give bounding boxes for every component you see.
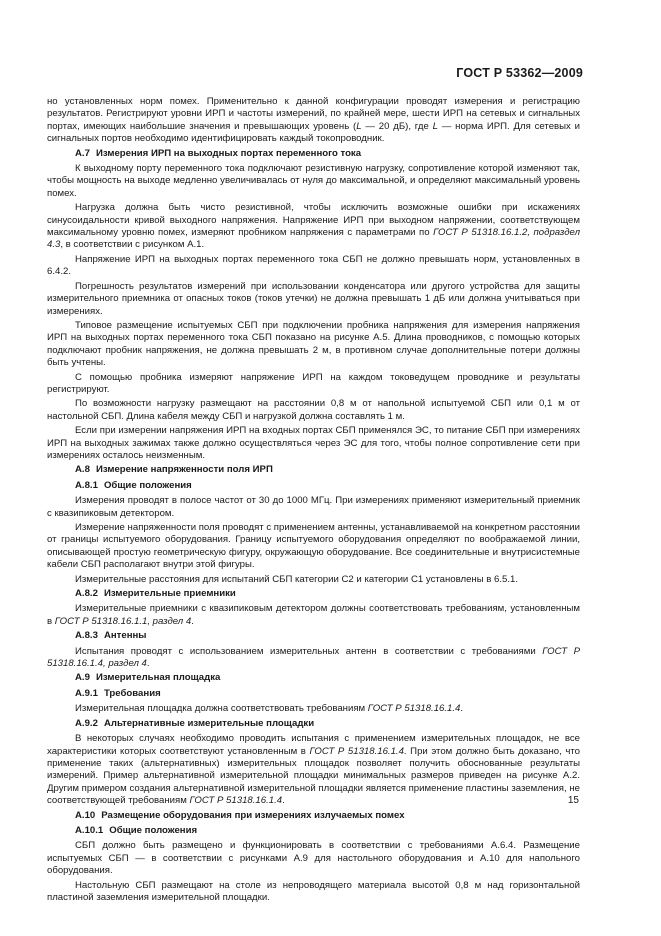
- paragraph-text: Типовое размещение испытуемых СБП при подключении пробника напряжения для измерения напряжения ИРП на выходных портах переменного тока СБП показано на рисунке А.5. Длина проводников, с помощью которых подключают пробник напряжения, не должна превышать 2 м, в противном случае дополнительные потери должны быть учтены.: [47, 319, 580, 369]
- section-number: А.9: [75, 672, 90, 684]
- section-heading: [75, 630, 580, 642]
- paragraph-text: — норма ИРП. Для сетевых и сигнальных портов необходимо идентифицировать каждый токопроводник.: [47, 120, 580, 145]
- section-title: Альтернативные измерительные площадки: [103, 717, 315, 729]
- paragraph-text: Напряжение ИРП на выходных портах переменного тока СБП не должно превышать норм, установленных в 6.4.2.: [47, 253, 580, 278]
- paragraph: [47, 96, 580, 146]
- paragraph: [47, 522, 580, 572]
- paragraph-text: , в соответствии с рисунком А.1.: [60, 239, 205, 251]
- section-title: Измерительная площадка: [95, 672, 221, 684]
- paragraph-text: Измерительные приемники с квазипиковым детектором должны соответствовать требованиям, установленным в: [47, 603, 580, 627]
- paragraph: [47, 603, 580, 628]
- paragraph: [47, 372, 580, 397]
- paragraph: [47, 880, 580, 905]
- page-number: 15: [567, 795, 579, 806]
- paragraph-text: .: [282, 795, 285, 807]
- paragraph: [47, 163, 580, 200]
- section-heading: [75, 480, 580, 492]
- paragraph: [47, 703, 580, 715]
- section-title: Размещение оборудования при измерениях излучаемых помех: [101, 809, 405, 821]
- document-body: [47, 96, 580, 906]
- paragraph-text: Погрешность результатов измерений при использовании конденсатора или другого устройства для защиты измерительного приемника от опасных токов (токов утечки) не должна превышать 1 дБ или должна учитываться при измерениях.: [47, 280, 580, 317]
- reference-text: L: [356, 120, 362, 132]
- reference-text: ГОСТ Р 51318.16.1.1, раздел 4: [54, 615, 192, 627]
- paragraph: [47, 574, 580, 586]
- reference-text: ГОСТ Р 51318.16.1.4: [367, 703, 461, 715]
- paragraph-text: В некоторых случаях необходимо проводить испытания с применением измерительных площадок, не все характеристики которых соответствуют установленным в: [47, 733, 580, 757]
- paragraph-text: СБП должно быть размещено и функционировать в соответствии с требованиями А.6.4. Размещение испытуемых СБП — в соответствии с рисунками А.9 для настольного оборудования и А.10 для напольного оборудования.: [47, 840, 580, 877]
- paragraph-text: . При этом должно быть доказано, что применение таких (альтернативных) измерительных площадок позволяет получить обоснованные результаты измерений. Пример альтернативной измерительной площадки минимальных размеров приведен на рисунке А.2. Другим примером создания альтернативной измерительной площадки является применение пластины заземления, не соответствующей требованиям: [47, 745, 580, 807]
- section-heading: [75, 672, 580, 684]
- section-heading: [75, 464, 580, 476]
- paragraph-text: Измерения проводят в полосе частот от 30 до 1000 МГц. При измерениях применяют измерительный приемник с квазипиковым детектором.: [47, 495, 580, 519]
- paragraph-text: Измерение напряженности поля проводят с применением антенны, устанавливаемой на конкретном расстоянии от границы испытуемого оборудования. Границу испытуемого оборудования определяют по воображаемой линии, описывающей простую геометрическую фигуру, окружающую оборудование. Все соединительные и внутрисистемные кабели СБП располагают внутри этой фигуры.: [47, 522, 580, 571]
- section-title: Требования: [103, 687, 161, 699]
- paragraph-text: Настольную СБП размещают на столе из непроводящего материала высотой 0,8 м над горизонтальной пластиной заземления измерительной площадки.: [47, 879, 580, 903]
- paragraph-text: но установленных норм помех. Применительно к данной конфигурации проводят измерения и регистрацию результатов. Регистрируют уровни ИРП и частоты измерений, по крайней мере, шести ИРП на сетевых и сигнальных портах, имеющих наибольшие значения и превышающих уровень (: [47, 96, 580, 132]
- section-title: Измерения ИРП на выходных портах переменного тока: [95, 147, 362, 159]
- section-number: А.8: [75, 464, 90, 476]
- section-title: Измерительные приемники: [103, 588, 236, 600]
- section-heading: [75, 718, 580, 730]
- paragraph-text: .: [191, 615, 194, 627]
- section-number: А.8.2: [75, 588, 98, 600]
- paragraph: [47, 646, 580, 671]
- section-heading: [75, 688, 580, 700]
- paragraph: [47, 495, 580, 520]
- paragraph: [47, 202, 580, 252]
- paragraph-text: Измерительные расстояния для испытаний СБП категории С2 и категории С1 установлены в 6.5.1.: [75, 573, 519, 585]
- paragraph: [47, 320, 580, 370]
- paragraph-text: Измерительная площадка должна соответствовать требованиям: [75, 703, 368, 715]
- section-number: А.9.1: [75, 687, 98, 699]
- section-number: А.10: [75, 809, 96, 821]
- reference-text: ГОСТ Р 51318.16.1.4: [309, 745, 404, 757]
- section-number: А.7: [75, 147, 90, 159]
- paragraph-text: Если при измерении напряжения ИРП на входных портах СБП применялся ЭС, то питание СБП при измерениях ИРП на выходных зажимах также должно осуществляться через ЭС для того, чтобы полное сопротивление сети при измерениях осталось неизменным.: [47, 425, 580, 461]
- paragraph-text: По возможности нагрузку размещают на расстоянии 0,8 м от напольной испытуемой СБП или 0,1 м от настольной СБП. Длина кабеля между СБП и нагрузкой должна составлять 1 м.: [47, 398, 580, 422]
- section-title: Общие положения: [109, 824, 198, 836]
- paragraph: [47, 840, 580, 877]
- section-number: А.10.1: [75, 824, 104, 836]
- reference-text: ГОСТ Р 51318.16.1.2, подраздел 4.3: [47, 227, 580, 251]
- paragraph-text: .: [146, 658, 150, 670]
- section-heading: [75, 588, 580, 600]
- section-number: А.8.3: [75, 630, 98, 642]
- paragraph-text: Испытания проводят с использованием измерительных антенн в соответствии с требованиями: [75, 645, 543, 657]
- paragraph-text: — 20 дБ), где: [361, 120, 433, 132]
- paragraph: [47, 281, 580, 318]
- reference-text: L: [432, 120, 438, 132]
- section-title: Измерение напряженности поля ИРП: [95, 464, 273, 476]
- section-heading: [75, 810, 580, 822]
- paragraph: [47, 425, 580, 462]
- paragraph: [47, 254, 580, 279]
- section-number: А.8.1: [75, 479, 98, 491]
- section-heading: [75, 825, 580, 837]
- paragraph: [47, 398, 580, 423]
- standard-designation: ГОСТ Р 53362—2009: [456, 66, 583, 80]
- section-title: Общие положения: [103, 479, 192, 491]
- reference-text: ГОСТ Р 51318.16.1.4, раздел 4: [47, 645, 580, 670]
- paragraph: [47, 733, 580, 807]
- paragraph-text: Нагрузка должна быть чисто резистивной, чтобы исключить возможные ошибки при искажениях синусоидальности кривой выходного напряжения. Напряжение ИРП при выходном напряжении, соответствующем максимальному уровню помех, измеряют пробником напряжения с параметрами по: [47, 202, 580, 239]
- section-heading: [75, 148, 580, 160]
- reference-text: ГОСТ Р 51318.16.1.4: [189, 795, 283, 807]
- section-title: Антенны: [103, 630, 147, 642]
- paragraph-text: С помощью пробника измеряют напряжение ИРП на каждом токоведущем проводнике и результаты регистрируют.: [47, 371, 580, 395]
- paragraph-text: .: [460, 703, 464, 715]
- section-number: А.9.2: [75, 717, 98, 729]
- paragraph-text: К выходному порту переменного тока подключают резистивную нагрузку, сопротивление которой изменяют так, чтобы мощность на выходе медленно увеличивалась от нуля до максимальной, и определяют максимальный уровень помех.: [47, 163, 580, 199]
